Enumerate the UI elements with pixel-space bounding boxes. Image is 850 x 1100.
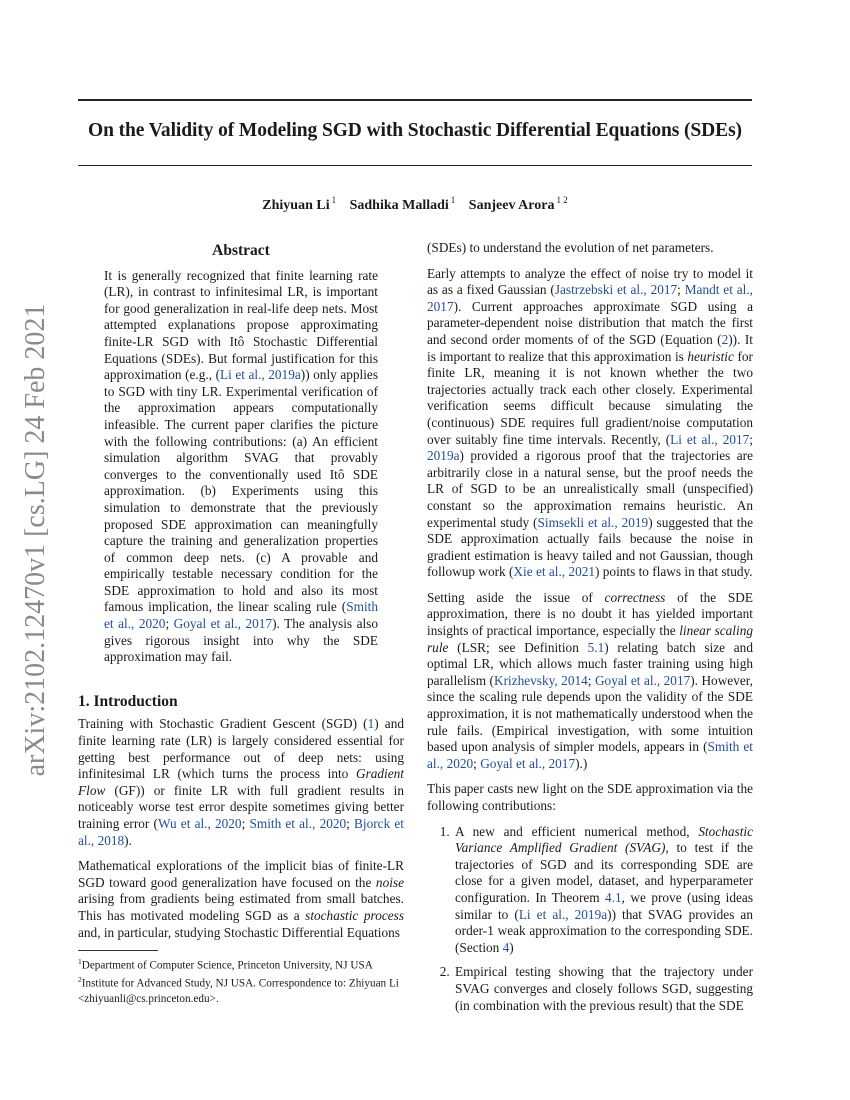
citation-link[interactable]: Goyal et al., 2017 <box>594 672 691 688</box>
citation-link[interactable]: Mandt et al., 2017 <box>427 282 753 314</box>
section-heading-introduction: 1. Introduction <box>78 692 178 710</box>
citation-link[interactable]: 2019a <box>427 448 460 464</box>
list-item: 2. Empirical testing showing that the trajectory under SVAG converges and closely follows SGD, suggesting (in combination with the previous result) that the SDE <box>453 964 753 1014</box>
citation-link[interactable]: Simsekli et al., 2019 <box>537 514 649 530</box>
citation-link[interactable]: Goyal et al., 2017 <box>173 616 273 632</box>
author: Sanjeev Arora $^{1 2}$ <box>468 195 568 213</box>
body-paragraph: Setting aside the issue of correctness of the SDE approximation, there is no doubt it has yielded important insights of practical importance, especially the linear scaling rule (LSR; see Definition 5.1) relating batch size and optimal LR, which allows much faster training using high parallelism (Krizhevsky, 2014; Goyal et al., 2017). However, since the scaling rule depends upon the validity of the SDE approximation, it is not mathematically understood when the rule fails. (Empirical investigation, with some intuition based upon analysis of simpler models, appears in (Smith et al., 2020; Goyal et al., 2017).) <box>427 589 753 771</box>
left-column <box>78 240 404 1006</box>
theorem-link[interactable]: 4.1 <box>605 889 622 905</box>
contributions-list <box>427 824 753 1015</box>
citation-link[interactable]: Wu et al., 2020 <box>157 816 242 831</box>
abstract-text: It is generally recognized that finite learning rate (LR), in contrast to infinitesimal LR, is important for good generalization in real-life deep nets. Most attempted explanations propose approximating finite-LR SGD with Itô Stochastic Differential Equations (SDEs). But formal justification for this approximation (e.g., (Li et al., 2019a)) only applies to SGD with tiny LR. Experimental verification of the approximation appears computationally infeasible. The current paper clarifies the picture with the following contributions: (a) An efficient simulation algorithm SVAG that provably converges to the conventionally used Itô SDE approximation. (b) Experiments using this simulation to demonstrate that the previously proposed SDE approximation can meaningfully capture the training and generalization properties of common deep nets. (c) A provable and empirically testable necessary condition for the SDE approximation to hold and also its most famous implication, the linear scaling rule (Smith et al., 2020; Goyal et al., 2017). The analysis also gives rigorous insight into why the SDE approximation may fail. <box>104 267 378 665</box>
affiliation-footnote: $^1$Department of Computer Science, Princeton University, NJ USA $^2$Institute for Advanced Study, NJ USA. Correspondence to: Zhiyuan Li <zhiyuanli@cs.princeton.edu>. <box>78 957 399 1005</box>
section-link[interactable]: 4 <box>502 939 510 955</box>
title-rule-top <box>78 99 752 101</box>
citation-link[interactable]: Smith et al., 2020 <box>427 739 753 771</box>
body-paragraph: (SDEs) to understand the evolution of net parameters. <box>427 240 714 255</box>
equation-link[interactable]: 2 <box>721 331 729 347</box>
definition-link[interactable]: 5.1 <box>587 639 605 655</box>
citation-link[interactable]: Jastrzebski et al., 2017 <box>554 282 678 298</box>
citation-link[interactable]: Li et al., 2017 <box>670 431 750 447</box>
footnote-rule <box>78 950 158 951</box>
citation-link[interactable]: Bjorck et al., 2018 <box>78 816 404 848</box>
right-column <box>427 240 753 1022</box>
citation-link[interactable]: Smith et al., 2020 <box>249 816 347 831</box>
arxiv-stamp: arXiv:2102.12470v1 [cs.LG] 24 Feb 2021 <box>20 303 51 777</box>
author: Sadhika Malladi $^1$ <box>349 195 456 213</box>
body-paragraph: This paper casts new light on the SDE approximation via the following contributions: <box>427 781 753 813</box>
body-paragraph: Early attempts to analyze the effect of noise try to model it as as a fixed Gaussian (Jastrzebski et al., 2017; Mandt et al., 2017). Current approaches approximate SGD using a parameter-dependent noise distribution that match the first and second order moments of of the SGD (Equation (2)). It is important to realize that this approximation is heuristic for finite LR, meaning it is not known whether the two trajectories actually track each other closely. Experimental verification seems difficult because simulating the (continuous) SDE requires full gradient/noise computation over suitably fine time intervals. Recently, (Li et al., 2017; 2019a) provided a rigorous proof that the trajectories are arbitrarily close in a natural sense, but the proof needs the LR of SGD to be an unrealistically small (unspecified) constant so the approximation remains heuristic. An experimental study (Simsekli et al., 2019) suggested that the SDE approximation actually fails because the noise in gradient estimation is heavy tailed and not Gaussian, though followup work (Xie et al., 2021) points to flaws in that study. <box>427 265 754 580</box>
author-list <box>78 195 752 214</box>
citation-link[interactable]: Li et al., 2019a <box>518 906 608 922</box>
citation-link[interactable]: Smith et al., 2020 <box>104 599 378 632</box>
list-item: 1. A new and efficient numerical method, Stochastic Variance Amplified Gradient (SVAG), to test if the trajectories of SGD and its corresponding SDE are close for a given model, dataset, and hyperparameter configuration. In Theorem 4.1, we prove (using ideas similar to (Li et al., 2019a)) that SVAG provides an order-1 weak approximation to the corresponding SDE. (Section 4) <box>453 824 753 957</box>
abstract-heading: Abstract <box>212 242 270 259</box>
citation-link[interactable]: Li et al., 2019a <box>220 367 301 383</box>
citation-link[interactable]: Xie et al., 2021 <box>513 564 596 580</box>
intro-paragraph: Training with Stochastic Gradient Gescent (SGD) (1) and finite learning rate (LR) is largely considered essential for getting best performance out of deep nets: using infinitesimal LR (which turns the process into Gradient Flow (GF)) or finite LR with full gradient results in noticeably worse test error despite sometimes giving better training error (Wu et al., 2020; Smith et al., 2020; Bjorck et al., 2018). <box>78 716 404 848</box>
paper-title: On the Validity of Modeling SGD with Stochastic Differential Equations (SDEs) <box>88 120 742 141</box>
intro-paragraph: Mathematical explorations of the implicit bias of finite-LR SGD toward good generalization have focused on the noise arising from gradients being estimated from small batches. This has motivated modeling SGD as a stochastic process and, in particular, studying Stochastic Differential Equations <box>78 858 404 940</box>
citation-link[interactable]: Krizhevsky, 2014 <box>493 672 588 688</box>
author: Zhiyuan Li $^1$ <box>262 195 337 213</box>
equation-link[interactable]: 1 <box>367 716 375 732</box>
title-rule-bottom <box>78 165 752 166</box>
citation-link[interactable]: Goyal et al., 2017 <box>480 755 576 771</box>
